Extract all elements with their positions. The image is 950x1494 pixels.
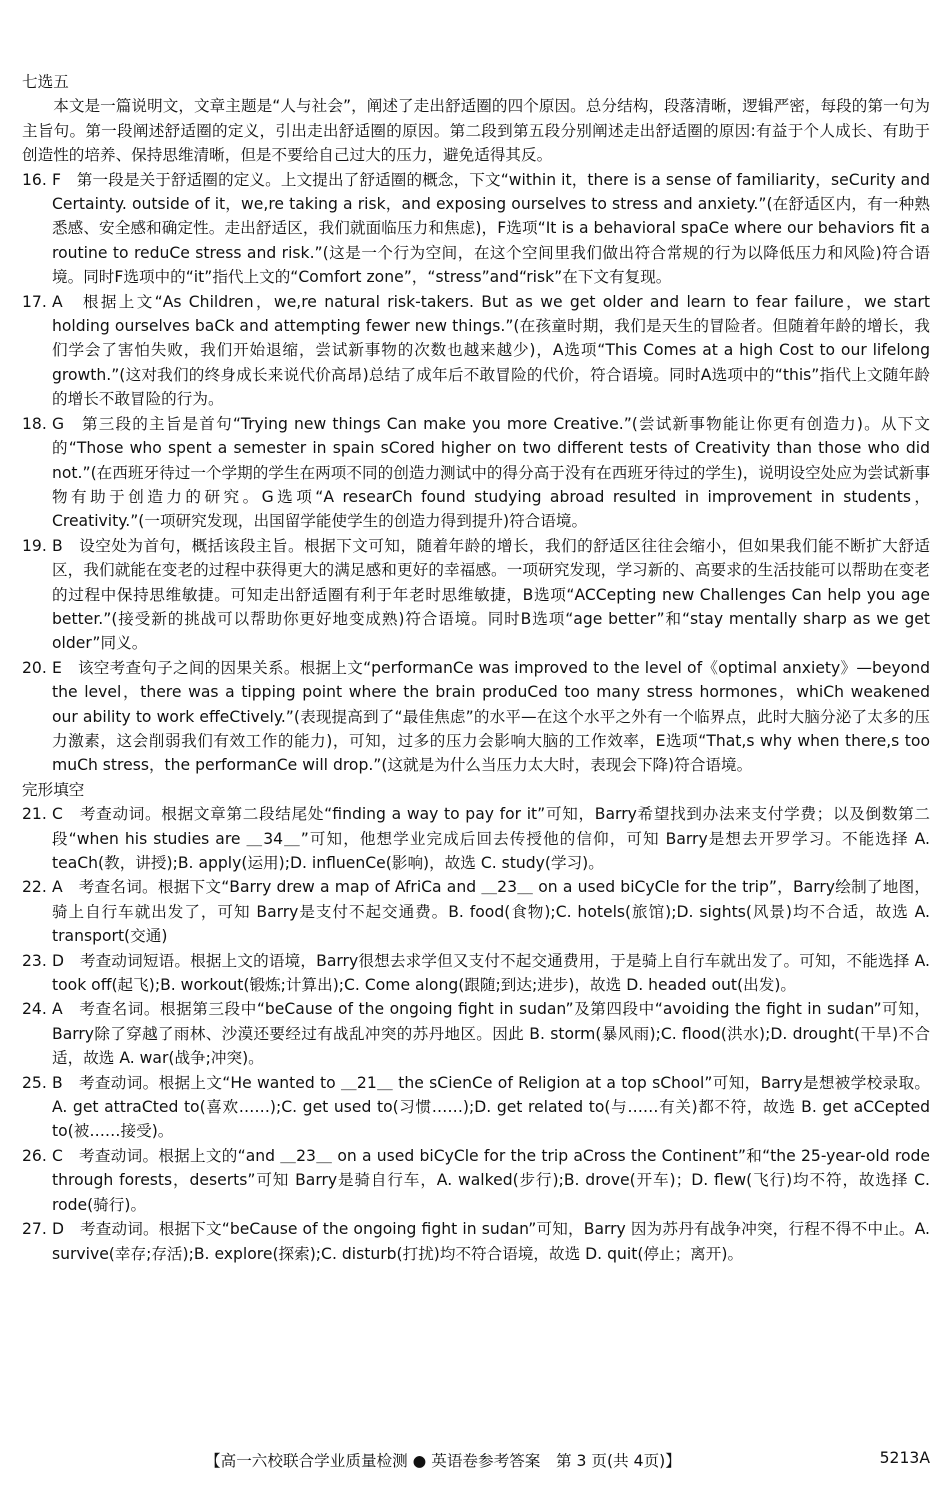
answer-item-22 bbox=[22, 875, 930, 948]
reading-intro-paragraph: 本文是一篇说明文，文章主题是“人与社会”，阐述了走出舒适圈的四个原因。总分结构，段落清晰，逻辑严密，每段的第一句为主旨句。第一段阐述舒适圈的定义，引出走出舒适圈的原因。第二段到第五段分别阐述走出舒适圈的原因:有益于个人成长、有助于创造性的培养、保持思维清晰，但是不要给自己过大的压力，避免适得其反。 bbox=[22, 97, 930, 165]
answer-item-24 bbox=[22, 997, 930, 1070]
item-number: 19. bbox=[22, 536, 47, 555]
answer-item-17 bbox=[22, 290, 930, 412]
item-number: 24. bbox=[22, 1000, 47, 1019]
item-explanation: C 考查动词。根据上文的“and ＿23＿ on a used biCyCle for the trip aCross the Continent”和“the 25-year-old rode through forests，deserts”可知 Barry是骑自行车，A. walked(步行);B. drove(开车)；D. flew(飞行)均不符，故选择 C. rode(骑行)。 bbox=[52, 1146, 930, 1214]
answer-item-16 bbox=[22, 168, 930, 290]
item-number: 26. bbox=[22, 1146, 47, 1165]
item-number: 16. bbox=[22, 170, 47, 189]
item-number: 23. bbox=[22, 951, 47, 970]
footer-title: 【高一六校联合学业质量检测 ● 英语卷参考答案 第 3 页(共 4页)】 bbox=[205, 1452, 681, 1470]
item-number: 25. bbox=[22, 1073, 47, 1092]
item-explanation: D 考查动词短语。根据上文的语境，Barry很想去求学但又支付不起交通费用，于是骑上自行车就出发了。可知，不能选择 A. took off(起飞);B. workout(锻炼;计算出);C. Come along(跟随;到达;进步)，故选 D. headed out(出发)。 bbox=[52, 951, 930, 995]
answer-item-18 bbox=[22, 412, 930, 534]
answer-item-25 bbox=[22, 1071, 930, 1144]
answer-item-20 bbox=[22, 656, 930, 778]
item-explanation: F 第一段是关于舒适圈的定义。上文提出了舒适圈的概念，下文“within it，there is a sense of familiarity，seCurity and Certainty. outside of it，we,re taking a risk，and exposing ourselves to stress and anxiety.”(在舒适区内，有一种熟悉感、安全感和确定性。走出舒适区，我们就面临压力和焦虑)，F选项“It is a behavioral spaCe where our behaviors fit a routine to reduCe stress and risk.”(这是一个行为空间，在这个空间里我们做出符合常规的行为以降低压力和风险)符合语境。同时F选项中的“it”指代上文的“Comfort zone”，“stress”and“risk”在下文有复现。 bbox=[52, 170, 930, 287]
answer-item-26 bbox=[22, 1144, 930, 1217]
item-explanation: A 考查名词。根据第三段中“beCause of the ongoing fight in sudan”及第四段中“avoiding the fight in sudan”可知，Barry除了穿越了雨林、沙漠还要经过有战乱冲突的苏丹地区。因此 B. storm(暴风雨);C. flood(洪水);D. drought(干旱)不合适，故选 A. war(战争;冲突)。 bbox=[52, 1000, 930, 1068]
item-explanation: G 第三段的主旨是首句“Trying new things Can make you more Creative.”(尝试新事物能让你更有创造力)。从下文的“Those who spent a semester in spain sCored higher on two different tests of Creativity than those who did not.”(在西班牙待过一个学期的学生在两项不同的创造力测试中的得分高于没有在西班牙待过的学生)，说明设空处应为尝试新事物有助于创造力的研究。G选项“A researCh found studying abroad resulted in improvement in students，Creativity.”(一项研究发现，出国留学能使学生的创造力得到提升)符合语境。 bbox=[52, 414, 930, 531]
item-number: 22. bbox=[22, 878, 47, 897]
item-explanation: A 根据上文“As Children，we,re natural risk-takers. But as we get older and learn to fear failure，we start holding ourselves baCk and attempting fewer new things.”(在孩童时期，我们是天生的冒险者。但随着年龄的增长，我们学会了害怕失败，我们开始退缩，尝试新事物的次数也越来越少)，A选项“This Comes at a high Cost to our lifelong growth.”(这对我们的终身成长来说代价高昂)总结了成年后不敢冒险的代价，符合语境。同时A选项中的“this”指代上文随年龄的增长不敢冒险的行为。 bbox=[52, 292, 930, 409]
item-explanation: A 考查名词。根据下文“Barry drew a map of AfriCa and ＿23＿ on a used biCyCle for the trip”，Barry绘制了地图，骑上自行车就出发了，可知 Barry是支付不起交通费。B. food(食物);C. hotels(旅馆);D. sights(风景)均不合适，故选 A. transport(交通) bbox=[52, 878, 930, 946]
answer-item-19 bbox=[22, 534, 930, 656]
answer-page bbox=[22, 70, 930, 1266]
item-number: 17. bbox=[22, 292, 47, 311]
item-number: 27. bbox=[22, 1220, 47, 1239]
section-heading-cloze: 完形填空 bbox=[22, 780, 85, 799]
item-number: 18. bbox=[22, 414, 47, 433]
answer-item-21 bbox=[22, 802, 930, 875]
item-number: 20. bbox=[22, 658, 47, 677]
section-heading-reading: 七选五 bbox=[22, 73, 69, 91]
item-number: 21. bbox=[22, 805, 47, 824]
paper-code: 5213A bbox=[879, 1449, 930, 1467]
answer-item-23 bbox=[22, 949, 930, 998]
answer-item-27 bbox=[22, 1217, 930, 1266]
item-explanation: E 该空考查句子之间的因果关系。根据上文“performanCe was improved to the level of《optimal anxiety》—beyond the level，there was a tipping point where the brain produCed too many stress hormones，whiCh weakened our ability to work effeCtively.”(表现提高到了“最佳焦虑”的水平—在这个水平之外有一个临界点，此时大脑分泌了太多的压力激素，这会削弱我们有效工作的能力)，可知，过多的压力会影响大脑的工作效率，E选项“That,s why when there,s too muCh stress，the performanCe will drop.”(这就是为什么当压力太大时，表现会下降)符合语境。 bbox=[52, 658, 930, 775]
item-explanation: D 考查动词。根据下文“beCause of the ongoing fight in sudan”可知，Barry 因为苏丹有战争冲突，行程不得不中止。A. survive(幸存;存活);B. explore(探索);C. disturb(打扰)均不符合语境，故选 D. quit(停止；离开)。 bbox=[52, 1220, 930, 1263]
item-explanation: B 考查动词。根据上文“He wanted to ＿21＿ the sCienCe of Religion at a top sChool”可知，Barry是想被学校录取。A. get attraCted to(喜欢……);C. get used to(习惯……);D. get related to(与……有关)都不符，故选 B. get aCCepted to(被……接受)。 bbox=[52, 1073, 930, 1141]
item-explanation: B 设空处为首句，概括该段主旨。根据下文可知，随着年龄的增长，我们的舒适区往往会缩小，但如果我们能不断扩大舒适区，我们就能在变老的过程中获得更大的满足感和更好的幸福感。一项研究发现，学习新的、高要求的生活技能可以帮助在变老的过程中保持思维敏捷。可知走出舒适圈有利于年老时思维敏捷，B选项“ACCepting new Challenges Can help you age better.”(接受新的挑战可以帮助你更好地变成熟)符合语境。同时B选项“age better”和“stay mentally sharp as we get older”同义。 bbox=[52, 536, 930, 653]
item-explanation: C 考查动词。根据文章第二段结尾处“finding a way to pay for it”可知，Barry希望找到办法来支付学费；以及倒数第二段“when his studies are ＿34＿”可知，他想学业完成后回去传授他的信仰，可知 Barry是想去开罗学习。不能选择 A. teaCh(教，讲授);B. apply(运用);D. influenCe(影响)，故选 C. study(学习)。 bbox=[52, 805, 930, 872]
